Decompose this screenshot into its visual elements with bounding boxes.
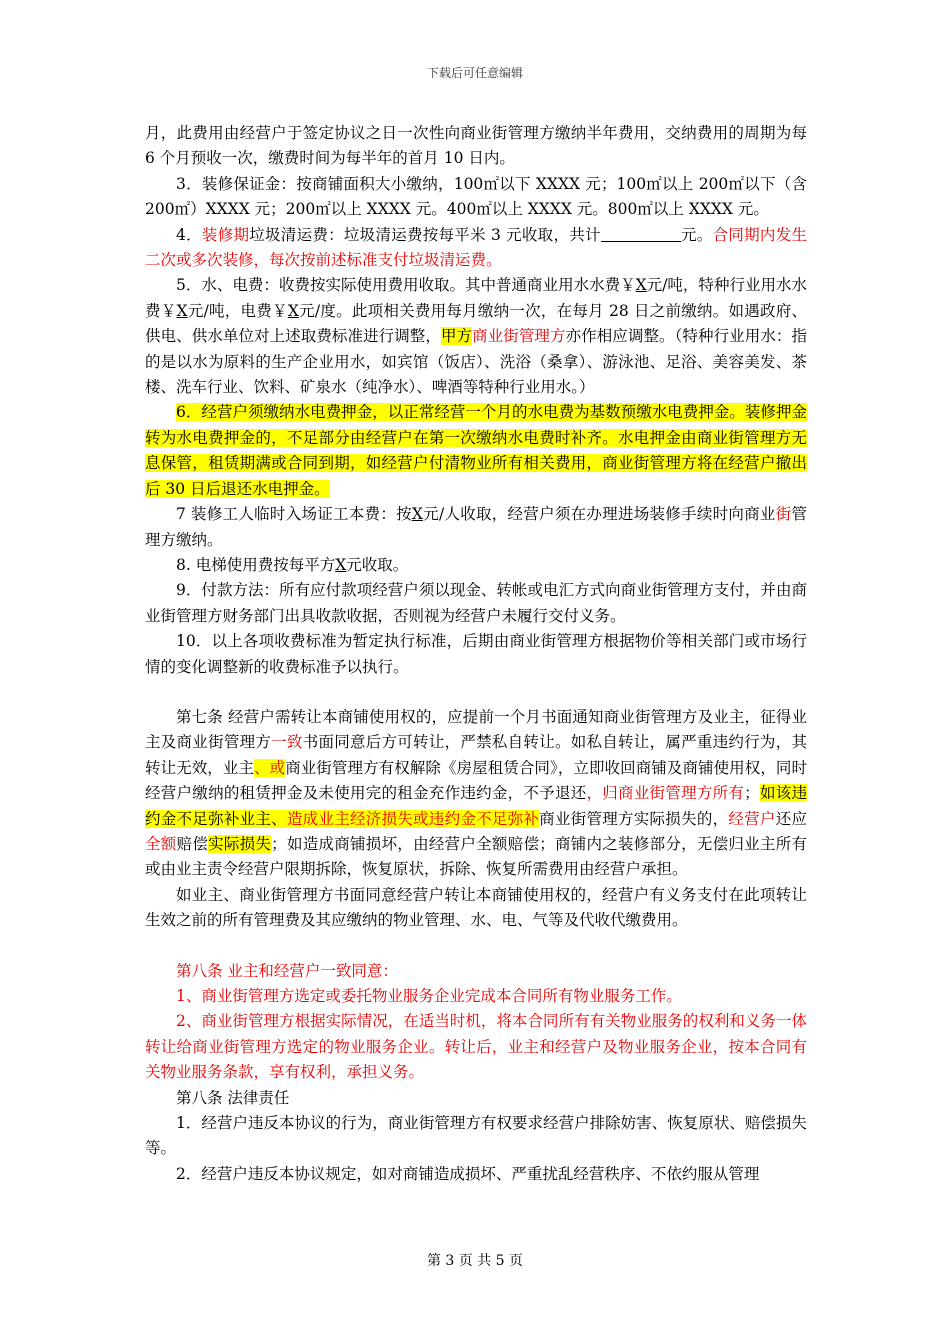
text-run: ；如造成商铺损坏，由经营户全额赔偿；商铺内之装修部分，无偿归业主所有或由业主责令经营户限期拆除，恢复原状，拆除、恢复所需费用由经营户承担。	[145, 834, 807, 879]
legal-liability-item-1: 1．经营户违反本协议的行为，商业街管理方有权要求经营户排除妨害、恢复原状、赔偿损失等。	[145, 1114, 807, 1158]
paragraph-4	[145, 273, 807, 400]
paragraph-5	[145, 400, 807, 502]
text-run: 还应	[775, 809, 807, 828]
paragraph-2: 3．装修保证金：按商铺面积大小缴纳，100㎡以下 XXXX 元；100㎡以上 200㎡以下（含 200㎡）XXXX 元；200㎡以上 XXXX 元。400㎡以上 XXXX 元。800㎡以上 XXXX 元。	[145, 174, 807, 219]
text-run: 商业街管理方	[472, 327, 566, 346]
document-body	[145, 121, 807, 1187]
text-run: 商业街管理方有权解除《房屋租赁合同》，立即收回商铺及商铺使用权，同时经营户缴纳的租赁押金及未使用完的租金充作违约金，不予退还	[145, 758, 807, 803]
text-run: 书面同意后方可转让，严禁私自转让。如私自转让，属严重违约行为，其转让无效，业主	[145, 733, 807, 777]
highlighted-text: 造成业主经济损失或违约金不足弥补	[286, 809, 540, 828]
highlighted-text: 、或	[254, 758, 286, 777]
text-run: 装修期	[201, 225, 250, 244]
paragraph-8: 9．付款方法：所有应付款项经营户须以现金、转帐或电汇方式向商业街管理方支付，并由商业街管理方财务部门出具收款收据，否则视为经营户未履行交付义务。	[145, 581, 807, 625]
paragraph-3	[145, 223, 807, 274]
price-placeholder: X	[411, 505, 423, 524]
text-run: ，归商业街管理方所有	[586, 784, 745, 803]
highlighted-text: 如该违约金不足弥补业主、	[145, 784, 807, 828]
highlighted-text: 6．经营户须缴纳水电费押金，以正常经营一个月的水电费为基数预缴水电费押金。装修押金转为水电费押金的，不足部分由经营户在第一次缴纳水电费时补齐。水电押金由商业街管理方无息保管，租赁期满或合同到期，如经营户付清物业所有相关费用，商业街管理方将在经营户撤出后 30 日后退还水电押金。	[145, 403, 807, 498]
text-run: ；	[744, 784, 760, 803]
text-run: 元收取。	[346, 555, 409, 574]
paragraph-6	[145, 502, 807, 553]
legal-liability-item-2: 2．经营户违反本协议规定，如对商铺造成损坏、严重扰乱经营秩序、不依约服从管理	[176, 1164, 760, 1183]
article-8-item-1: 1、商业街管理方选定或委托物业服务企业完成本合同所有物业服务工作。	[176, 987, 682, 1005]
page-header: 下载后可任意编辑	[426, 66, 523, 80]
text-run: 第七条 经营户需转让本商铺使用权的，应提前一个月书面通知商业街管理方及业主，征得业主及商业街管理方	[145, 707, 807, 752]
price-placeholder: X	[335, 555, 347, 574]
paragraph-9: 10．以上各项收费标准为暂定执行标准，后期由商业街管理方根据物价等相关部门或市场行情的变化调整新的收费标准予以执行。	[145, 632, 807, 676]
text-run: 元/人收取，经营户须在办理进场装修手续时向商业	[422, 505, 776, 524]
text-run: 商业街管理方实际损失的，	[539, 809, 729, 828]
highlighted-text: 实际损失	[208, 834, 272, 853]
paragraph-11: 如业主、商业街管理方书面同意经营户转让本商铺使用权的，经营户有义务支付在此项转让生效之前的所有管理费及其应缴纳的物业管理、水、电、气等及代收代缴费用。	[145, 885, 807, 930]
paragraph-1: 月，此费用由经营户于签定协议之日一次性向商业街管理方缴纳半年费用，交纳费用的周期为每 6 个月预收一次，缴费时间为每半年的首月 10 日内。	[145, 124, 807, 168]
text-run: 7 装修工人临时入场证工本费：按	[176, 505, 412, 524]
legal-liability-heading: 第八条 法律责任	[176, 1088, 290, 1107]
text-run: 元/度。此项相关费用每月缴纳一次，在每月 28 日之前缴纳。如遇政府、供电、供水单位对上述取费标准进行调整，	[145, 301, 807, 346]
text-run: 元/吨，电费￥	[187, 301, 288, 320]
text-run: 垃圾清运费：垃圾清运费按每平米 3 元收取，共计	[249, 225, 601, 244]
text-run: 经营户	[728, 809, 776, 828]
text-run: 街	[775, 505, 792, 524]
paragraph-article-7	[145, 705, 807, 883]
page-footer: 第 3 页 共 5 页	[426, 1253, 524, 1269]
spacer	[145, 680, 807, 705]
price-placeholder: X	[287, 301, 299, 320]
price-placeholder: X	[176, 301, 188, 320]
text-run: 全额	[145, 834, 177, 853]
text-run: 亦作相应调整。（特种行业用水：指的是以水为原料的生产企业用水，如宾馆（饭店）、洗浴（桑拿）、游泳池、足浴、美容美发、茶楼、洗车行业、饮料、矿泉水（纯净水）、啤酒等特种行业用水。）	[145, 327, 807, 397]
text-run: 一致	[271, 733, 303, 752]
text-run: 管理方缴纳。	[145, 505, 807, 549]
text-run: 元/吨，特种行业用水水费￥	[145, 276, 807, 320]
text-run: 4．	[176, 225, 202, 244]
price-placeholder: X	[635, 276, 647, 295]
article-8-item-2: 2、商业街管理方根据实际情况，在适当时机，将本合同所有有关物业服务的权利和义务一体转让给商业街管理方选定的物业服务企业。转让后，业主和经营户及物业服务企业，按本合同有关物业服务条款，享有权利，承担义务。	[145, 1012, 807, 1082]
fill-in-blank	[601, 227, 681, 242]
text-run: 合同期内发生二次或多次装修，每次按前述标准支付垃圾清运费。	[145, 225, 807, 270]
article-8-heading: 第八条 业主和经营户一致同意：	[176, 961, 398, 980]
text-run: 5．水、电费：收费按实际使用费用收取。其中普通商业用水水费￥	[176, 276, 636, 295]
text-run: 元。	[680, 225, 713, 244]
text-run: 8. 电梯使用费按每平方	[176, 555, 336, 574]
paragraph-7	[145, 553, 807, 578]
text-run: 赔偿	[176, 834, 209, 853]
spacer	[145, 934, 807, 959]
highlighted-text: 甲方	[440, 327, 473, 346]
